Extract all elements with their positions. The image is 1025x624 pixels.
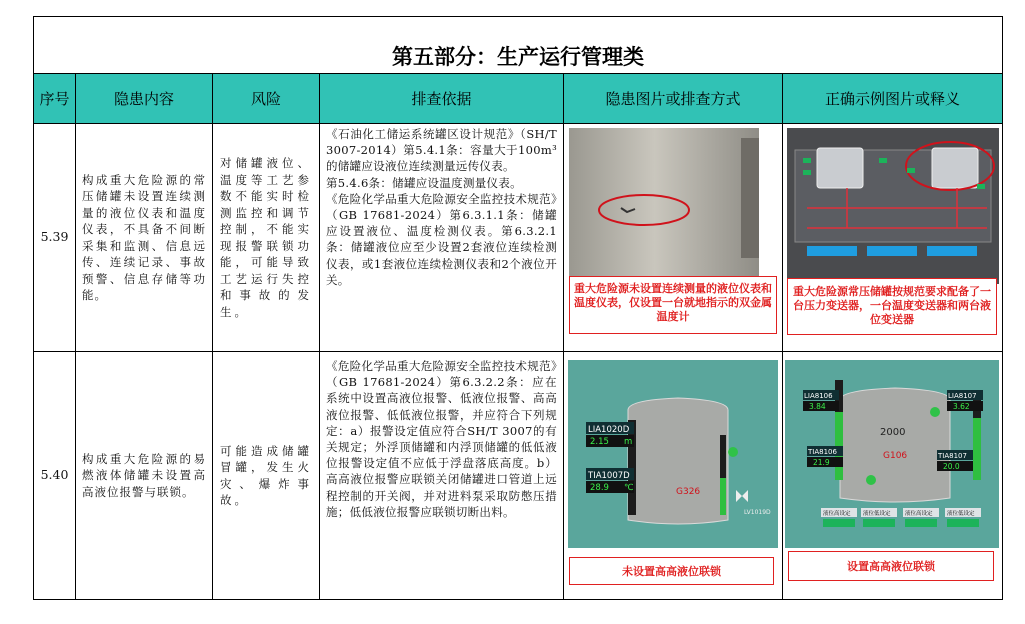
temp-value-d: 20.0 bbox=[943, 462, 960, 471]
basis-text bbox=[320, 124, 564, 352]
risk-text: 可能造成储罐冒罐，发生火灾、爆炸事故。 bbox=[213, 352, 320, 600]
basis-paragraph: 《危险化学品重大危险源安全监控技术规范》（GB 17681-2024）第6.3.2.2条：应在系统中设置高液位报警、低液位报警、高高液位报警、低低液位报警，并应符合下列规定：a）报警设定值应符合SH/T 3007的有关规定；外浮顶储罐和内浮顶储罐的低低液位报警设定值不应低于浮盘落底高度。b）高高液位报警应联锁关闭储罐进口管道上远程控制的开关阀，并对进料泵采取防憋压措施；低低液位报警应联锁切断出料。 bbox=[326, 359, 557, 519]
hazard-image-cell bbox=[564, 352, 783, 600]
correct-caption: 重大危险源常压储罐按规范要求配备了一台压力变送器，一台温度变送器和两台液位变送器 bbox=[787, 278, 997, 335]
temp-value-c: 21.9 bbox=[813, 458, 830, 467]
header-basis: 排查依据 bbox=[320, 74, 564, 124]
table-header bbox=[34, 74, 1003, 124]
hazard-image-cell bbox=[564, 124, 783, 352]
level-tag: LIA1020D bbox=[588, 425, 630, 435]
basis-text bbox=[320, 352, 564, 600]
temp-value: 28.9 bbox=[590, 483, 609, 493]
valve-label: LV1019D bbox=[744, 509, 771, 516]
setpoint-label: 液位高设定 bbox=[905, 511, 933, 517]
tank-capacity: 2000 bbox=[880, 427, 906, 438]
tank-label: G106 bbox=[883, 451, 908, 461]
hazard-caption: 重大危险源未设置连续测量的液位仪表和温度仪表，仅设置一台就地指示的双金属温度计 bbox=[569, 276, 777, 334]
temp-unit: ℃ bbox=[624, 483, 634, 493]
tank-label: G326 bbox=[676, 487, 701, 497]
table-row bbox=[34, 124, 1003, 352]
temp-tag: TIA1007D bbox=[588, 471, 630, 481]
header-correct-image: 正确示例图片或释义 bbox=[783, 74, 1003, 124]
row-number: 5.40 bbox=[34, 352, 76, 600]
level-value-a: 3.84 bbox=[809, 402, 826, 411]
hazard-content: 构成重大危险源的易燃液体储罐未设置高高液位报警与联锁。 bbox=[76, 352, 213, 600]
setpoint-label: 液位低设定 bbox=[863, 511, 891, 517]
hazard-content: 构成重大危险源的常压储罐未设置连续测量的液位仪表和温度仪表，不具备不间断采集和监测、信息远传、连续记录、事故预警、信息存储等功能。 bbox=[76, 124, 213, 352]
correct-image-cell bbox=[783, 352, 1003, 600]
basis-paragraph: 《危险化学品重大危险源安全监控技术规范》（GB 17681-2024）第6.3.1.1条：储罐应设置液位、温度检测仪表。第6.3.2.1条：储罐液位应至少设置2套液位连续检测仪表，或1套液位连续检测仪表和2个液位开关。 bbox=[326, 191, 557, 287]
level-tag-a: LIA8106 bbox=[804, 392, 833, 400]
level-value-b: 3.62 bbox=[953, 402, 970, 411]
basis-paragraph: 第5.4.6条：储罐应设温度测量仪表。 bbox=[326, 175, 522, 190]
header-number: 序号 bbox=[34, 74, 76, 124]
hmi-screen-right bbox=[785, 360, 999, 548]
level-unit: m bbox=[624, 437, 633, 447]
hazard-caption: 未设置高高液位联锁 bbox=[569, 557, 774, 585]
dcs-screen bbox=[787, 128, 999, 284]
risk-text: 对储罐液位、温度等工艺参数不能实时检测监控和调节控制，不能实现报警联锁功能，可能导致工艺运行失控和事故的发生。 bbox=[213, 124, 320, 352]
level-tag-b: LIA8107 bbox=[948, 392, 977, 400]
hmi-screen-left bbox=[568, 360, 778, 548]
table-row bbox=[34, 352, 1003, 600]
row-number: 5.39 bbox=[34, 124, 76, 352]
hazard-table bbox=[33, 16, 1003, 600]
page-title: 第五部分：生产运行管理类 bbox=[34, 17, 1003, 74]
header-risk: 风险 bbox=[213, 74, 320, 124]
correct-caption: 设置高高液位联锁 bbox=[788, 551, 994, 581]
temp-tag-c: TIA8106 bbox=[808, 448, 837, 456]
header-content: 隐患内容 bbox=[76, 74, 213, 124]
header-hazard-image: 隐患图片或排查方式 bbox=[564, 74, 783, 124]
setpoint-label: 液位低设定 bbox=[947, 511, 975, 517]
basis-paragraph: 《石油化工储运系统罐区设计规范》（SH/T 3007-2014）第5.4.1条：容量大于100m³的储罐应设液位连续测量远传仪表。 bbox=[326, 127, 557, 174]
level-value: 2.15 bbox=[590, 437, 609, 447]
temp-tag-d: TIA8107 bbox=[938, 452, 967, 460]
setpoint-label: 液位高设定 bbox=[823, 511, 851, 517]
correct-image-cell bbox=[783, 124, 1003, 352]
